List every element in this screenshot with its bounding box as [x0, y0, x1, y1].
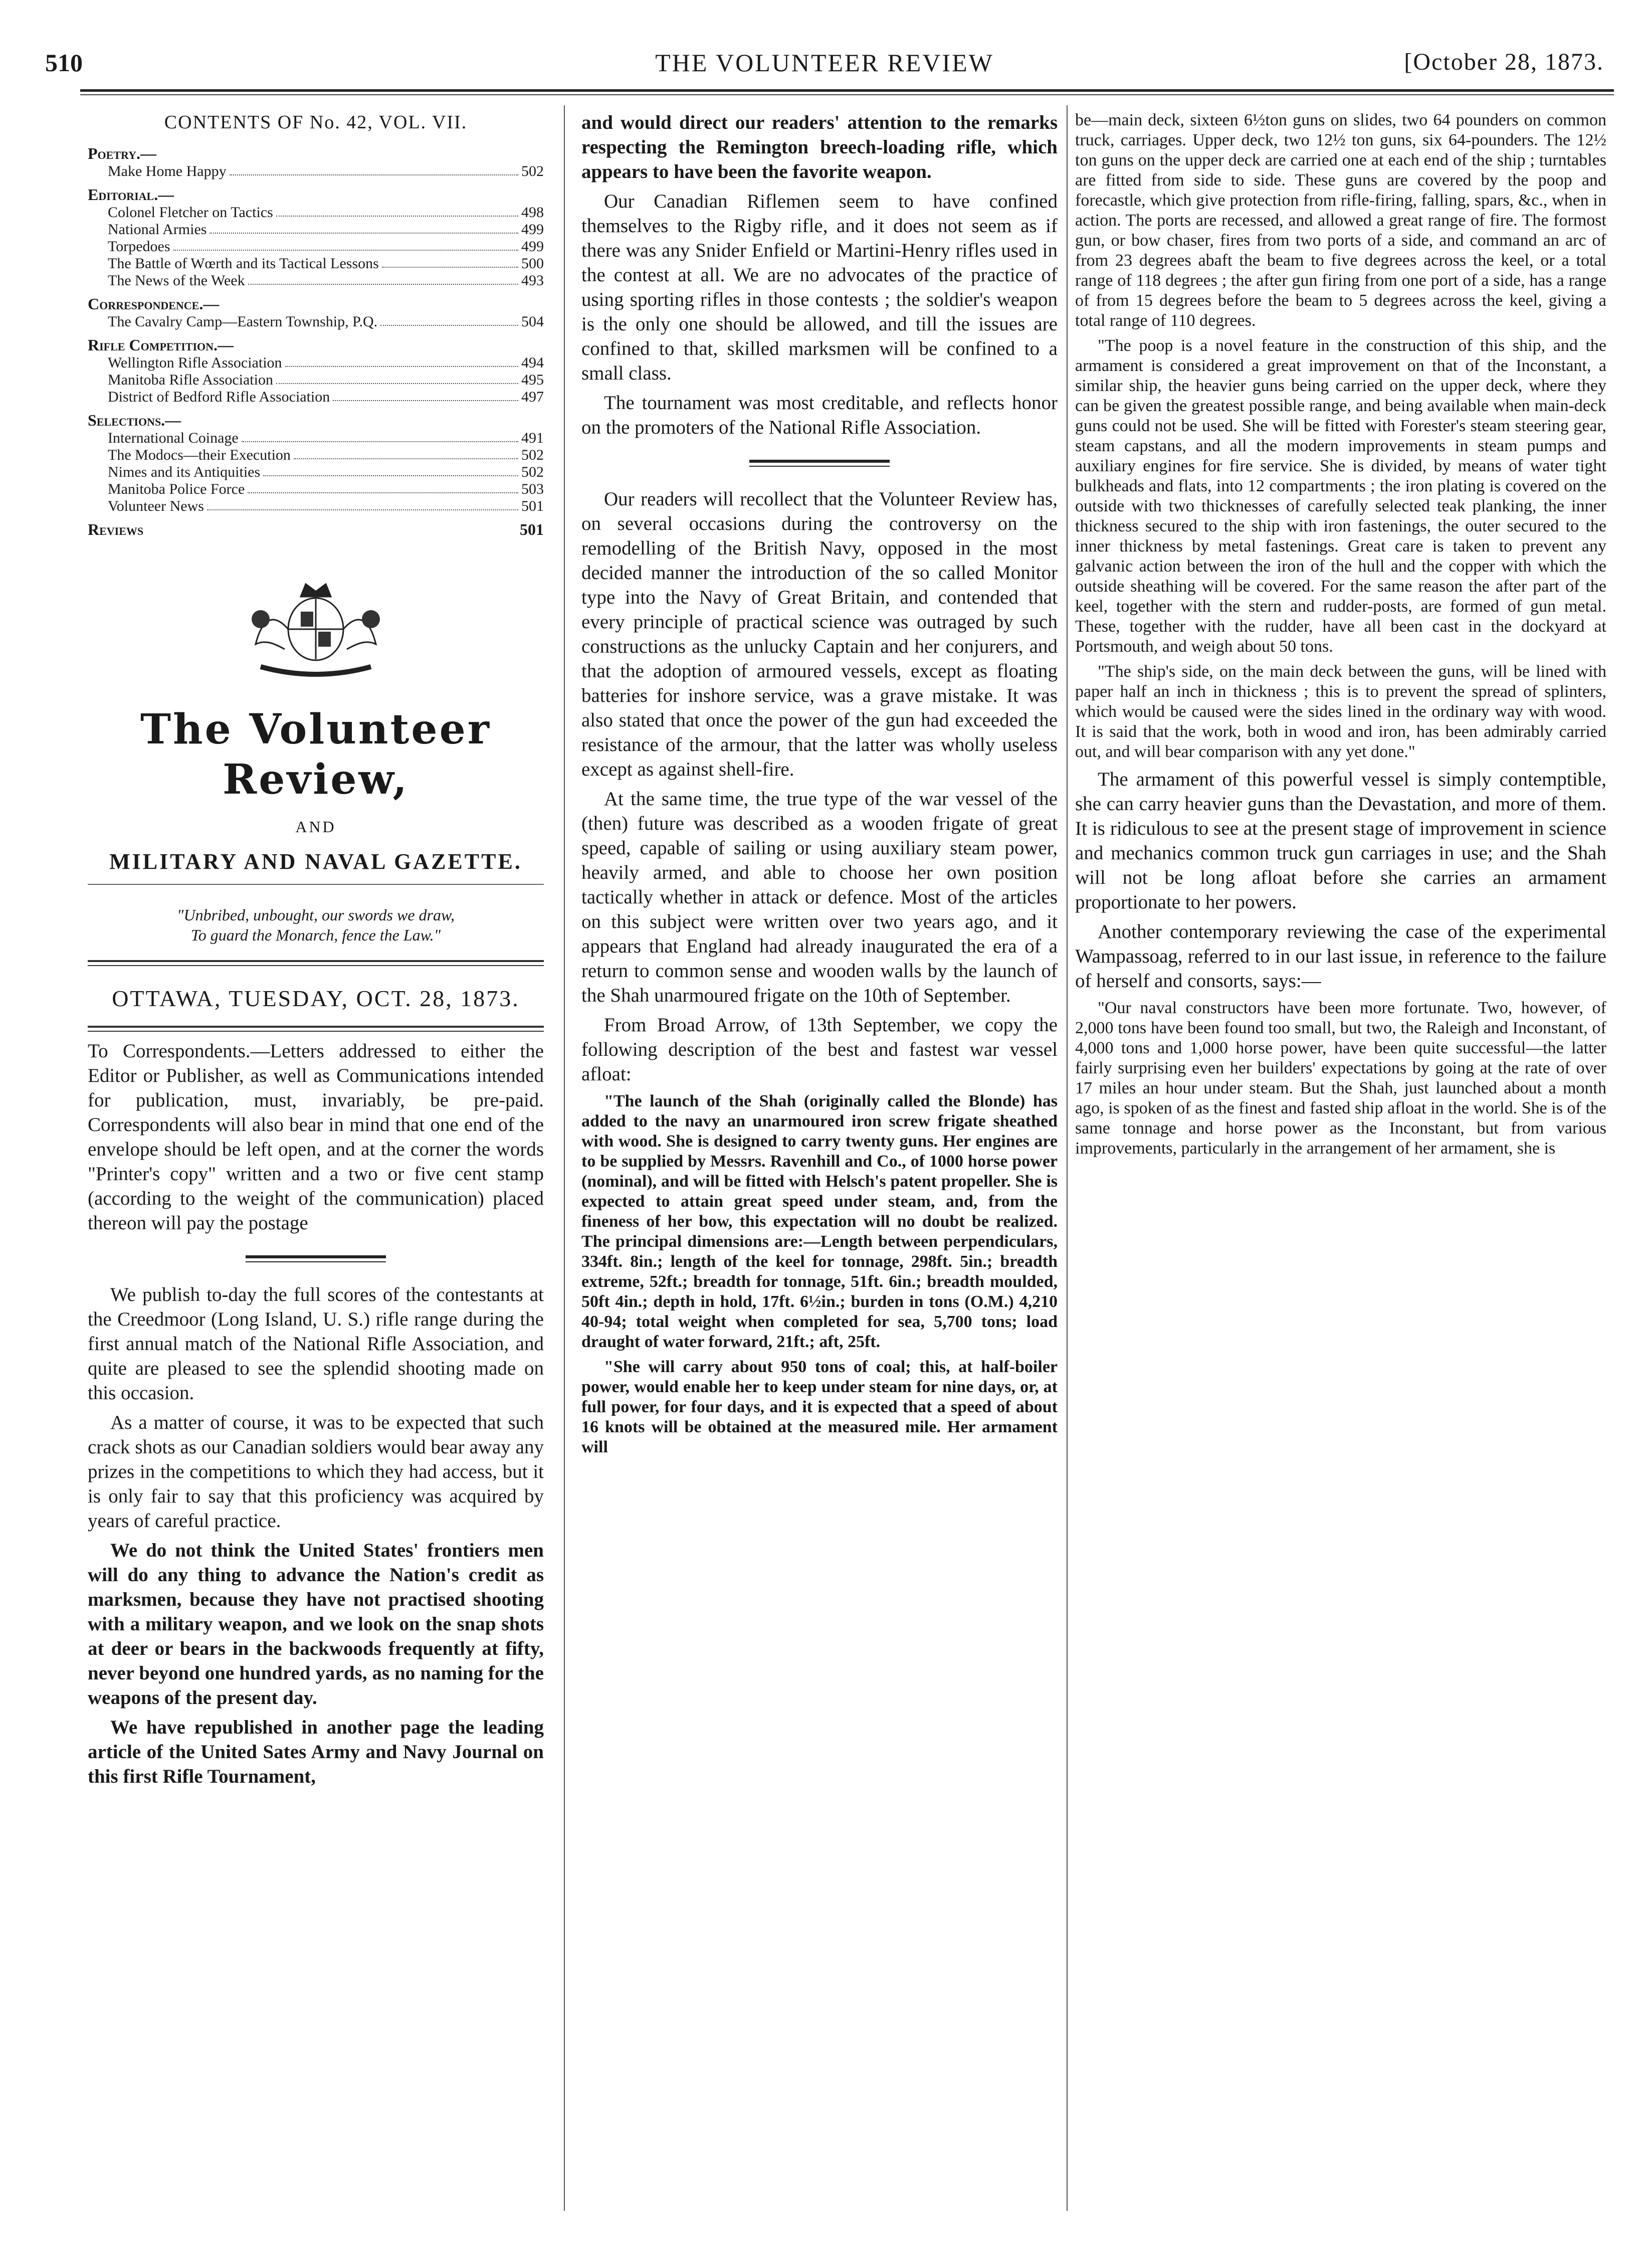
correspondents-notice: To Correspondents.—Letters addressed to either the Editor or Publisher, as well as Communications intended for publication, must, invariably, be pre-paid. Correspondents will also bear in mind that one end of the envelope should be left open, and at the corner the words "Printer's copy" written and a two or five cent stamp (according to the weight of the communication) placed thereon will pay the postage	[88, 1040, 544, 1234]
toc-leader-dots	[333, 389, 518, 401]
toc-leader-dots	[276, 204, 518, 217]
motto-line: To guard the Monarch, fence the Law."	[190, 926, 441, 944]
toc-leader-dots	[230, 163, 518, 175]
toc-section-heading: Poetry.—	[88, 144, 157, 162]
toc-entry	[88, 430, 544, 447]
toc-entry-title: National Armies	[108, 221, 207, 238]
toc-entry-title: Torpedoes	[108, 238, 170, 255]
contents-title: CONTENTS OF No. 42, VOL. VII.	[164, 112, 468, 133]
toc-entry	[88, 163, 544, 180]
toc-entry-title: The News of the Week	[108, 272, 245, 289]
toc-entry	[88, 313, 544, 330]
toc-page-number: 502	[521, 464, 544, 480]
quoted-paragraph: "The launch of the Shah (originally called the Blonde) has added to the navy an unarmoured iron screw frigate sheathed with wood. She is designed to carry twenty guns. Her engines are to be supplied by Messrs. Ravenhill and Co., of 1000 horse power (nominal), and will be fitted with Helsch's patent propeller. She is expected to attain great speed under steam, and, from the fineness of her bow, this expectation will no doubt be realized. The principal dimensions are:—Length between perpendiculars, 334ft. 8in.; length of the keel for tonnage, 298ft. 5in.; breadth extreme, 52ft.; breadth for tonnage, 51ft. 6in.; breadth moulded, 50ft 4in.; depth in hold, 17ft. 6½in.; burden in tons (O.M.) 4,210 40-94; total weight when completed for sea, 5,700 tons; load draught of water forward, 21ft.; aft, 25ft.	[581, 1092, 1058, 1351]
toc-page-number: 502	[521, 163, 544, 179]
toc-page-number: 500	[521, 255, 544, 272]
toc-entry	[88, 272, 544, 289]
column-3	[1075, 110, 1606, 1164]
issue-date: [October 28, 1873.	[1404, 49, 1604, 75]
toc-entry-title: Manitoba Rifle Association	[108, 371, 273, 388]
toc-page-number: 493	[521, 272, 544, 289]
toc-section-heading: Correspondence.—	[88, 295, 220, 313]
toc-page-number: 495	[521, 371, 544, 388]
header-rule	[80, 89, 1614, 92]
article-paragraph: As a matter of course, it was to be expected that such crack shots as our Canadian soldiers would bear away any prizes in the competitions to which they had access, but it is only fair to say that this proficiency was acquired by years of careful practice.	[88, 1412, 544, 1532]
divider	[88, 1026, 544, 1032]
page-number: 510	[45, 49, 83, 77]
toc-leader-dots	[242, 430, 518, 442]
toc-leader-dots	[248, 272, 518, 285]
toc-section-heading: Editorial.—	[88, 185, 174, 204]
article-paragraph: Another contemporary reviewing the case of the experimental Wampassoag, referred to in our last issue, in reference to the failure of herself and consorts, says:—	[1075, 921, 1606, 992]
toc-entry	[88, 498, 544, 515]
divider	[88, 960, 544, 966]
toc-entry-title: The Cavalry Camp—Eastern Township, P.Q.	[108, 313, 378, 330]
toc-entry-title: District of Bedford Rifle Association	[108, 389, 330, 405]
article-paragraph: At the same time, the true type of the war vessel of the (then) future was described as a wooden frigate of great speed, capable of sailing or using auxiliary steam power, heavily armed, and able to choose her own position tactically whether in attack or defence. Most of the articles on this subject were written over two years ago, and it appears that England had already inaugurated the era of a return to common sense and wooden walls by the launch of the Shah unarmoured frigate on the 10th of September.	[581, 788, 1058, 1006]
toc-page-number: 494	[521, 354, 544, 371]
toc-page-number: 502	[521, 447, 544, 463]
toc-entry	[88, 447, 544, 464]
page-header	[45, 48, 1604, 83]
toc-entry-title: The Battle of Wœrth and its Tactical Lessons	[108, 255, 379, 272]
toc-page-number: 503	[521, 481, 544, 497]
toc-leader-dots	[380, 313, 518, 326]
dateline: OTTAWA, TUESDAY, OCT. 28, 1873.	[112, 986, 520, 1011]
toc-leader-dots	[382, 255, 518, 268]
toc-page-number: 501	[520, 520, 544, 538]
toc-page-number: 497	[521, 389, 544, 405]
article-paragraph: We do not think the United States' frontiers men will do any thing to advance the Nation's credit as marksmen, because they have not practised shooting with a military weapon, and we look on the snap shots at deer or bears in the backwoods frequently at fifty, never beyond one hundred yards, as no naming for the weapons of the present day.	[88, 1540, 544, 1709]
running-title: THE VOLUNTEER REVIEW	[655, 49, 994, 77]
quoted-paragraph: "The ship's side, on the main deck between the guns, will be lined with paper half an inch in thickness ; this is to prevent the spread of splinters, which would be caused were the sides lined in the ordinary way with wood. It is said that the work, both in wood and iron, has been admirably carried out, and will bear comparison with any yet done."	[1075, 662, 1606, 761]
toc-section-heading: Reviews 501	[88, 520, 544, 538]
toc-entry	[88, 238, 544, 255]
toc-entry	[88, 371, 544, 389]
toc-entry	[88, 354, 544, 371]
divider	[88, 884, 544, 885]
toc-entry-title: International Coinage	[108, 430, 239, 446]
toc-page-number: 491	[521, 430, 544, 446]
quoted-paragraph: "The poop is a novel feature in the construction of this ship, and the armament is considered a great improvement on that of the Inconstant, a similar ship, the heavier guns being carried on the upper deck, where they can be given the greatest possible range, and being available when main-deck guns could not be used. She will be fitted with Forester's steam steering gear, steam capstans, and all the modern improvements in steam pumps and auxiliary engines for fire service. She is divided, by means of water tight bulkheads and flats, into 12 compartments ; the iron plating is covered on the outside with two thicknesses of carefully selected teak planking, the inner thickness secured to the ship with iron fastenings, the outer secured to the inner thickness by metal fastenings. Great care is taken to prevent any galvanic action between the iron of the hull and the copper with which the outside sheathing will be covered. For the same reason the after part of the keel, together with the stern and rudder-posts, are formed of gun metal. These, together with the rudder, have all been cast in the dockyard at Portsmouth, and weigh about 50 tons.	[1075, 336, 1606, 656]
header-rule-thin	[80, 94, 1614, 95]
toc-entry-title: Make Home Happy	[108, 163, 227, 179]
toc-leader-dots	[285, 354, 518, 367]
toc-entry	[88, 464, 544, 481]
toc-page-number: 501	[521, 498, 544, 514]
toc-leader-dots	[276, 371, 518, 384]
article-paragraph: The armament of this powerful vessel is simply contemptible, she can carry heavier guns than the Devastation, and more of them. It is ridiculous to see at the present stage of improvement in science and mechanics common truck gun carriages in use; and the Shah will not be long afloat before she carries an armament proportionate to her powers.	[1075, 769, 1606, 913]
quoted-paragraph: "Our naval constructors have been more fortunate. Two, however, of 2,000 tons have been found too small, but two, the Raleigh and Inconstant, of 4,000 tons and 1,000 horse power, have been quite successful—the latter fairly surprising even her builders' expectations by going at the rate of over 17 miles an hour under steam. But the Shah, just launched about a month ago, is spoken of as the finest and fasted ship afloat in the world. She is of the same tonnage and horse power as the Inconstant, but from various improvements, particularly in the arrangement of her armament, she is	[1075, 999, 1606, 1158]
toc-leader-dots	[263, 464, 518, 476]
column-divider	[1067, 105, 1068, 2211]
table-of-contents	[88, 144, 544, 539]
article-paragraph: We have republished in another page the leading article of the United Sates Army and Navy Journal on this first Rifle Tournament,	[88, 1717, 544, 1787]
toc-entry	[88, 204, 544, 221]
toc-leader-dots	[173, 238, 518, 251]
toc-leader-dots	[207, 498, 518, 510]
toc-section-heading: Selections.—	[88, 411, 181, 429]
quoted-paragraph: be—main deck, sixteen 6½ton guns on slides, two 64 pounders on common truck, carriages. Upper deck, two 12½ ton guns, six 64-pounders. The 12½ ton guns on the upper deck are carried one at each end of the ship ; turntables are fitted from side to side. These guns are covered by the poop and forecastle, which give protection from rifle-firing, falling, spars, &c., when in action. The ports are recessed, and allowed a great range of fire. The formost gun, or bow chaser, fires from two ports of a side, and command an arc of from 23 degrees abaft the beam to five degrees across the keel, or a total range of 118 degrees ; the after gun firing from one port of a side, has a range of from 15 degrees before the beam to 5 degrees across the keel, giving a total range of 110 degrees.	[1075, 111, 1606, 330]
article-paragraph: We publish to-day the full scores of the contestants at the Creedmoor (Long Island, U. S.) rifle range during the first annual match of the National Rifle Association, and quite are pleased to see the splendid shooting made on this occasion.	[88, 1284, 544, 1404]
article-paragraph: and would direct our readers' attention to the remarks respecting the Remington breech-loading rifle, which appears to have been the favorite weapon.	[581, 112, 1058, 182]
divider	[246, 1255, 386, 1262]
article-paragraph: Our Canadian Riflemen seem to have confined themselves to the Rigby rifle, and it does not seem as if there was any Snider Enfield or Martini-Henry rifles used in the contest at all. We are no advocates of the practice of using sporting rifles in those contests ; the soldier's weapon is the only one should be allowed, and till the issues are confined to that, skilled marksmen will be confined to a small class.	[581, 191, 1058, 384]
toc-page-number: 499	[521, 238, 544, 255]
toc-entry-title: Manitoba Police Force	[108, 481, 245, 497]
toc-entry	[88, 221, 544, 238]
column-2	[581, 110, 1058, 1462]
masthead-and: AND	[295, 818, 336, 836]
royal-crest-icon	[226, 569, 406, 684]
toc-entry-title: Volunteer News	[108, 498, 204, 514]
toc-entry	[88, 481, 544, 498]
column-divider	[564, 105, 565, 2211]
article-paragraph: From Broad Arrow, of 13th September, we copy the following description of the best and fastest war vessel afloat:	[581, 1014, 1058, 1085]
motto	[88, 905, 544, 945]
toc-page-number: 499	[521, 221, 544, 238]
masthead-title: The Volunteer Review,	[140, 705, 491, 804]
motto-line: "Unbribed, unbought, our swords we draw,	[177, 906, 455, 924]
toc-page-number: 504	[521, 313, 544, 330]
toc-leader-dots	[248, 481, 518, 493]
toc-section-heading: Rifle Competition.—	[88, 336, 234, 354]
toc-entry-title: Nimes and its Antiquities	[108, 464, 261, 480]
toc-entry-title: Colonel Fletcher on Tactics	[108, 204, 273, 221]
divider	[749, 460, 890, 467]
toc-entry-title: The Modocs—their Execution	[108, 447, 291, 463]
quoted-paragraph: "She will carry about 950 tons of coal; this, at half-boiler power, would enable her to keep under steam for nine days, or, at full power, for four days, and it is expected that a speed of about 16 knots will be obtained at the measured mile. Her armament will	[581, 1358, 1058, 1456]
toc-leader-dots	[210, 221, 518, 234]
masthead-subtitle: MILITARY AND NAVAL GAZETTE.	[109, 849, 522, 874]
article-paragraph: The tournament was most creditable, and reflects honor on the promoters of the National Rifle Association.	[581, 392, 1058, 438]
toc-leader-dots	[294, 447, 518, 459]
column-1	[88, 110, 544, 1794]
toc-entry-title: Wellington Rifle Association	[108, 354, 282, 371]
toc-entry	[88, 255, 544, 272]
toc-page-number: 498	[521, 204, 544, 221]
article-paragraph: Our readers will recollect that the Volunteer Review has, on several occasions during the controversy on the remodelling of the British Navy, opposed in the most decided manner the introduction of the so called Monitor type into the Navy of Great Britain, and contended that every principle of practical science was outraged by such constructions as the unlucky Captain and her conjurers, and that the adoption of armoured vessels, except as floating batteries for inshore service, was a grave mistake. It was also stated that once the power of the gun had exceeded the resistance of the armour, that the latter was wholly useless except as against shell-fire.	[581, 488, 1058, 780]
toc-entry	[88, 389, 544, 406]
